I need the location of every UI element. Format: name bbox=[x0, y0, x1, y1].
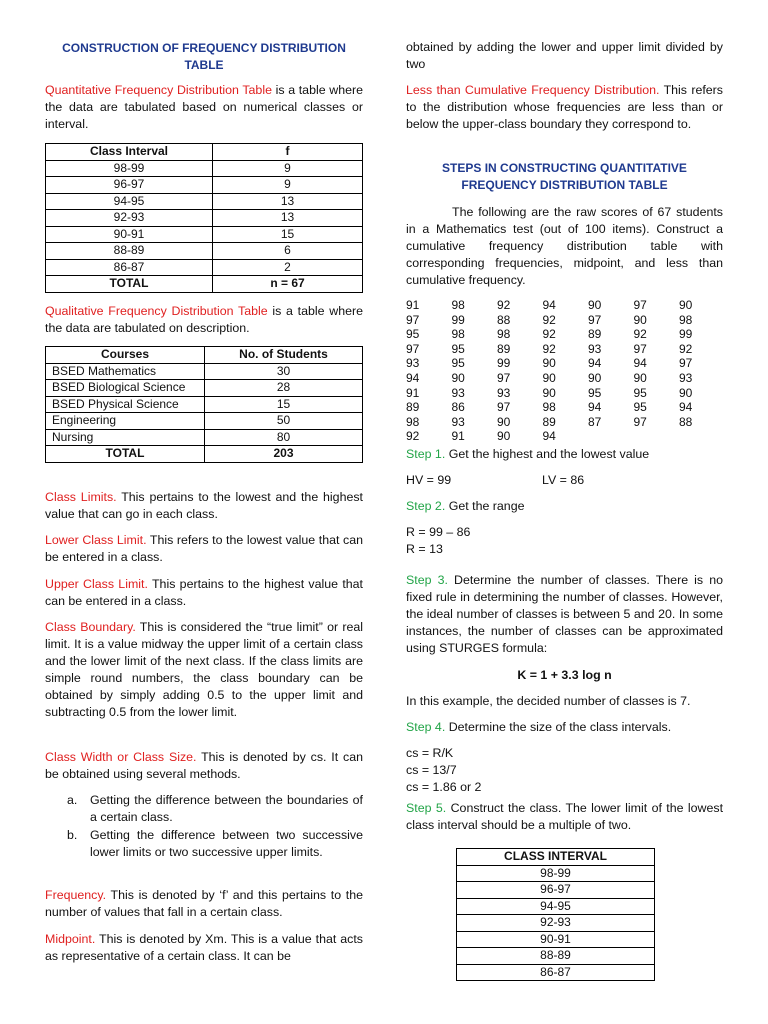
def-upper-limit bbox=[45, 576, 363, 610]
raw-score: 91 bbox=[406, 385, 420, 400]
raw-score: 98 bbox=[406, 414, 420, 429]
cs-line: cs = 13/7 bbox=[406, 763, 457, 777]
table3-cell: 86-87 bbox=[457, 964, 655, 981]
table1-cell: 15 bbox=[213, 226, 363, 243]
step-3-label: Step 3. bbox=[406, 573, 448, 587]
raw-score: 89 bbox=[588, 327, 602, 342]
table1-cell: 6 bbox=[213, 243, 363, 260]
class-width-methods bbox=[45, 792, 363, 861]
term-upper-limit: Upper Class Limit. bbox=[45, 577, 148, 591]
raw-score: 92 bbox=[497, 298, 511, 312]
qual-term: Qualitative Frequency Distribution Table bbox=[45, 304, 268, 318]
table2-cell: 50 bbox=[205, 413, 363, 430]
step-1-text: Get the highest and the lowest value bbox=[445, 447, 650, 461]
table1-cell: 2 bbox=[213, 259, 363, 276]
table-row bbox=[46, 193, 363, 210]
table-row bbox=[46, 226, 363, 243]
class-interval-table bbox=[456, 848, 655, 981]
table2-cell: Engineering bbox=[46, 413, 205, 430]
hv-lv-line bbox=[406, 472, 723, 489]
raw-score: 98 bbox=[451, 298, 465, 312]
raw-score: 97 bbox=[633, 298, 647, 312]
table2-cell: Nursing bbox=[46, 429, 205, 446]
raw-score: 98 bbox=[679, 312, 693, 327]
raw-score: 95 bbox=[451, 341, 465, 356]
raw-score: 94 bbox=[679, 400, 693, 415]
raw-score-empty bbox=[634, 429, 680, 444]
raw-score: 90 bbox=[497, 414, 511, 429]
raw-score: 90 bbox=[588, 298, 602, 312]
quant-desc: is a table where the data are tabulated based on numerical classes or interval. bbox=[45, 83, 363, 131]
raw-score: 92 bbox=[633, 327, 647, 342]
table2-total-label: TOTAL bbox=[46, 446, 205, 463]
table-row bbox=[46, 160, 363, 177]
raw-score: 92 bbox=[406, 429, 420, 444]
raw-score: 87 bbox=[588, 414, 602, 429]
step-1-label: Step 1. bbox=[406, 447, 446, 461]
list-marker: b. bbox=[67, 828, 78, 842]
raw-score: 95 bbox=[406, 327, 420, 342]
table-row bbox=[457, 931, 655, 948]
raw-score: 90 bbox=[588, 370, 602, 385]
step-5-text: Construct the class. The lower limit of the lowest class interval should be a multiple of two. bbox=[406, 801, 724, 832]
raw-score: 92 bbox=[679, 341, 693, 356]
def-class-limits bbox=[45, 489, 363, 523]
table3-cell: 96-97 bbox=[457, 882, 655, 899]
steps-title: STEPS IN CONSTRUCTING QUANTITATIVE FREQUENCY DISTRIBUTION TABLE bbox=[442, 161, 687, 192]
raw-score: 94 bbox=[588, 356, 602, 371]
raw-score: 86 bbox=[451, 400, 465, 415]
table1-cell: 88-89 bbox=[46, 243, 213, 260]
def-less-than-cumulative bbox=[406, 82, 723, 133]
raw-score: 97 bbox=[497, 370, 511, 385]
decided-classes: In this example, the decided number of classes is 7. bbox=[406, 694, 691, 708]
desc-midpoint: This is denoted by Xm. This is a value that acts as representative of a certain class. It can be bbox=[45, 932, 363, 963]
table-row bbox=[46, 429, 363, 446]
list-item bbox=[45, 827, 363, 861]
list-item bbox=[45, 792, 363, 826]
def-class-width bbox=[45, 749, 363, 783]
desc-class-width: This is denoted by cs. It can be obtained using several methods. bbox=[45, 750, 363, 781]
step-5 bbox=[406, 800, 723, 834]
raw-score: 95 bbox=[451, 356, 465, 371]
table-row bbox=[46, 177, 363, 194]
raw-score-empty bbox=[588, 429, 634, 444]
table3-cell: 98-99 bbox=[457, 865, 655, 882]
table2-cell: BSED Biological Science bbox=[46, 380, 205, 397]
raw-score: 89 bbox=[497, 341, 511, 356]
table2-cell: 80 bbox=[205, 429, 363, 446]
sturges-formula: K = 1 + 3.3 log n bbox=[517, 668, 612, 682]
cs-line: cs = 1.86 or 2 bbox=[406, 780, 482, 794]
raw-score: 93 bbox=[588, 341, 602, 356]
table3-cell: 90-91 bbox=[457, 931, 655, 948]
table-row bbox=[457, 964, 655, 981]
raw-score: 97 bbox=[497, 400, 511, 415]
raw-scores-intro: The following are the raw scores of 67 students in a Mathematics test (out of 100 items). Construct a cumulative frequency distribution table with corresponding frequencies, midpoint, and less than cumulative frequency. bbox=[406, 205, 723, 287]
table1-total-label: TOTAL bbox=[46, 276, 213, 293]
table1-cell: 94-95 bbox=[46, 193, 213, 210]
lowest-value: LV = 86 bbox=[542, 473, 585, 487]
table-row bbox=[457, 915, 655, 932]
table-row bbox=[46, 396, 363, 413]
term-class-boundary: Class Boundary. bbox=[45, 620, 136, 634]
term-class-width: Class Width or Class Size. bbox=[45, 750, 197, 764]
table2-header-students: No. of Students bbox=[205, 347, 363, 364]
table1-cell: 9 bbox=[213, 160, 363, 177]
step-5-label: Step 5. bbox=[406, 801, 447, 815]
raw-score: 94 bbox=[406, 370, 420, 385]
raw-score: 94 bbox=[542, 429, 556, 444]
table2-cell: 28 bbox=[205, 380, 363, 397]
raw-score: 97 bbox=[679, 356, 693, 371]
term-less-than: Less than Cumulative Frequency Distribution. bbox=[406, 83, 660, 97]
step-1 bbox=[406, 446, 723, 463]
raw-score: 92 bbox=[542, 327, 556, 342]
desc-upper-limit: This pertains to the highest value that can be entered in a class. bbox=[45, 577, 364, 608]
raw-scores-grid bbox=[406, 298, 723, 444]
table-row bbox=[46, 259, 363, 276]
raw-score: 95 bbox=[633, 400, 647, 415]
highest-value: HV = 99 bbox=[406, 473, 452, 487]
raw-score: 97 bbox=[588, 312, 602, 327]
table-row bbox=[46, 380, 363, 397]
raw-score: 99 bbox=[679, 327, 693, 342]
raw-score-empty bbox=[679, 429, 725, 444]
table3-cell: 94-95 bbox=[457, 898, 655, 915]
desc-class-limits: This pertains to the lowest and the highest value that can go in each class. bbox=[45, 490, 363, 521]
table1-cell: 90-91 bbox=[46, 226, 213, 243]
raw-score: 90 bbox=[679, 298, 693, 312]
raw-score: 93 bbox=[406, 356, 420, 371]
range-line: R = 13 bbox=[406, 542, 443, 556]
table-row bbox=[46, 210, 363, 227]
table1-cell: 13 bbox=[213, 193, 363, 210]
midpoint-continued: obtained by adding the lower and upper limit divided by two bbox=[406, 40, 723, 71]
table2-cell: 30 bbox=[205, 363, 363, 380]
desc-class-boundary: This is considered the “true limit” or real limit. It is a value midway the upper limit of a certain class and the lower limit of the next class. If the class limits are simple round numbers, the class boundary can be obtained by simply adding 0.5 to the upper limit and subtracting 0.5 from the lower limit. bbox=[45, 620, 363, 719]
table-row bbox=[457, 865, 655, 882]
raw-score: 99 bbox=[451, 312, 465, 327]
table2-header-courses: Courses bbox=[46, 347, 205, 364]
raw-score: 90 bbox=[679, 385, 693, 400]
raw-score: 90 bbox=[497, 429, 511, 444]
raw-score: 93 bbox=[497, 385, 511, 400]
raw-score: 92 bbox=[542, 341, 556, 356]
raw-score: 98 bbox=[497, 327, 511, 342]
raw-score: 90 bbox=[633, 370, 647, 385]
step-4-label: Step 4. bbox=[406, 720, 446, 734]
raw-score: 90 bbox=[542, 356, 556, 371]
table-row bbox=[457, 898, 655, 915]
raw-score: 97 bbox=[633, 414, 647, 429]
step-2 bbox=[406, 498, 723, 515]
raw-score: 89 bbox=[542, 414, 556, 429]
step-4-text: Determine the size of the class intervals. bbox=[445, 720, 672, 734]
raw-score: 98 bbox=[542, 400, 556, 415]
step-2-text: Get the range bbox=[445, 499, 525, 513]
term-class-limits: Class Limits. bbox=[45, 490, 117, 504]
quant-frequency-table bbox=[45, 143, 363, 293]
table-total-row bbox=[46, 446, 363, 463]
table1-total-value: n = 67 bbox=[213, 276, 363, 293]
quant-definition bbox=[45, 82, 363, 133]
table3-cell: 88-89 bbox=[457, 948, 655, 965]
def-midpoint bbox=[45, 931, 363, 965]
table1-cell: 13 bbox=[213, 210, 363, 227]
raw-score: 99 bbox=[497, 356, 511, 371]
raw-score: 91 bbox=[406, 298, 420, 312]
doc-title: CONSTRUCTION OF FREQUENCY DISTRIBUTION TABLE bbox=[62, 41, 346, 72]
step-2-label: Step 2. bbox=[406, 499, 446, 513]
raw-score: 91 bbox=[451, 429, 465, 444]
raw-score: 94 bbox=[588, 400, 602, 415]
quant-term: Quantitative Frequency Distribution Table bbox=[45, 83, 272, 97]
raw-score: 90 bbox=[451, 370, 465, 385]
raw-score: 94 bbox=[542, 298, 556, 312]
step-3 bbox=[406, 572, 723, 657]
table1-cell: 86-87 bbox=[46, 259, 213, 276]
step-3-text: Determine the number of classes. There is no fixed rule in determining the number of classes. However, the ideal number of classes is between 5 and 20. In some instances, the number of classes can be approximated using STURGES formula: bbox=[406, 573, 724, 655]
table1-cell: 9 bbox=[213, 177, 363, 194]
list-text: Getting the difference between the boundaries of a certain class. bbox=[90, 793, 363, 824]
table1-cell: 92-93 bbox=[46, 210, 213, 227]
raw-scores-cells bbox=[406, 298, 723, 444]
table-total-row bbox=[46, 276, 363, 293]
table1-header-class: Class Interval bbox=[46, 144, 213, 161]
def-lower-limit bbox=[45, 532, 363, 566]
list-marker: a. bbox=[67, 793, 78, 807]
step-4 bbox=[406, 719, 723, 736]
raw-score: 97 bbox=[406, 312, 420, 327]
range-line: R = 99 – 86 bbox=[406, 525, 471, 539]
def-frequency bbox=[45, 887, 363, 921]
table2-total-value: 203 bbox=[205, 446, 363, 463]
raw-score: 90 bbox=[542, 370, 556, 385]
raw-score: 92 bbox=[542, 312, 556, 327]
raw-score: 97 bbox=[633, 341, 647, 356]
table1-cell: 98-99 bbox=[46, 160, 213, 177]
table-row bbox=[46, 413, 363, 430]
table2-cell: BSED Physical Science bbox=[46, 396, 205, 413]
raw-score: 88 bbox=[679, 414, 693, 429]
table-row bbox=[457, 948, 655, 965]
raw-score: 90 bbox=[633, 312, 647, 327]
table-row bbox=[46, 363, 363, 380]
qual-definition bbox=[45, 303, 363, 337]
table-row bbox=[457, 882, 655, 899]
desc-lower-limit: This refers to the lowest value that can be entered in a class. bbox=[45, 533, 364, 564]
raw-score: 93 bbox=[679, 370, 693, 385]
range-lines bbox=[406, 524, 723, 558]
raw-score: 89 bbox=[406, 400, 420, 415]
raw-score: 98 bbox=[451, 327, 465, 342]
class-size-lines bbox=[406, 745, 723, 796]
raw-score: 95 bbox=[588, 385, 602, 400]
raw-score: 95 bbox=[633, 385, 647, 400]
qual-desc: is a table where the data are tabulated on description. bbox=[45, 304, 363, 335]
raw-score: 88 bbox=[497, 312, 511, 327]
term-midpoint: Midpoint. bbox=[45, 932, 96, 946]
qual-frequency-table bbox=[45, 346, 363, 463]
cs-line: cs = R/K bbox=[406, 746, 454, 760]
raw-score: 93 bbox=[451, 385, 465, 400]
table3-cell: 92-93 bbox=[457, 915, 655, 932]
table3-header: CLASS INTERVAL bbox=[457, 849, 655, 866]
raw-score: 90 bbox=[542, 385, 556, 400]
table2-cell: BSED Mathematics bbox=[46, 363, 205, 380]
desc-frequency: This is denoted by ‘f’ and this pertains to the number of values that fall in a certain class. bbox=[45, 888, 363, 919]
table2-cell: 15 bbox=[205, 396, 363, 413]
table1-cell: 96-97 bbox=[46, 177, 213, 194]
raw-score: 93 bbox=[451, 414, 465, 429]
table-row bbox=[46, 243, 363, 260]
raw-score: 97 bbox=[406, 341, 420, 356]
term-lower-limit: Lower Class Limit. bbox=[45, 533, 147, 547]
table1-header-f: f bbox=[213, 144, 363, 161]
raw-score: 94 bbox=[633, 356, 647, 371]
def-class-boundary bbox=[45, 619, 363, 721]
list-text: Getting the difference between two successive lower limits or two successive upper limits. bbox=[90, 828, 363, 859]
term-frequency: Frequency. bbox=[45, 888, 107, 902]
desc-less-than: This refers to the distribution whose frequencies are less than or below the upper-class boundary they correspond to. bbox=[406, 83, 723, 131]
